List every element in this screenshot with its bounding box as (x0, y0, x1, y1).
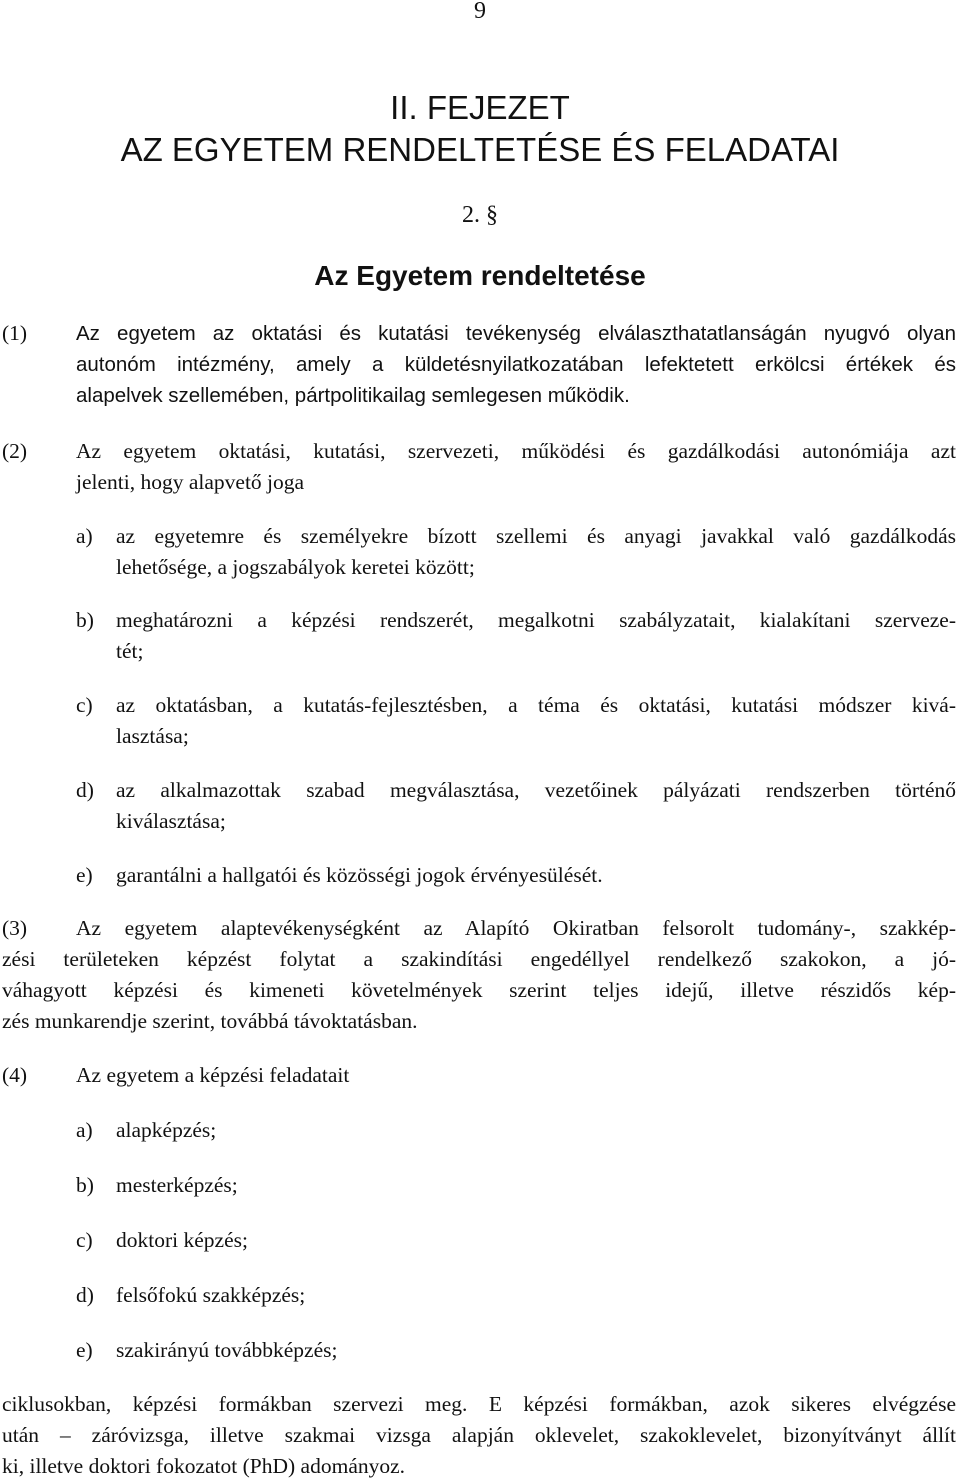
section-number: 2. § (462, 202, 498, 228)
list-item-line: az egyetemre és személyekre bízott szellemi és anyagi javakkal való gazdálkodás (116, 524, 956, 548)
paragraph-line: Az egyetem alaptevékenységként az Alapító Okiratban felsorolt tudomány-, szakkép- (76, 916, 956, 940)
list-item-line: mesterképzés; (116, 1173, 238, 1197)
paragraph-line: zés munkarendje szerint, továbbá távoktatásban. (2, 1009, 418, 1033)
list-item-letter: c) (76, 1228, 93, 1252)
list-item-letter: c) (76, 693, 93, 717)
list-item-line: alapképzés; (116, 1118, 217, 1142)
list-item-line: kiválasztása; (116, 809, 226, 833)
list-item-line: garantálni a hallgatói és közösségi jogok érvényesülését. (116, 863, 603, 887)
list-item-letter: a) (76, 524, 93, 548)
list-item-line: tét; (116, 639, 144, 663)
closing-line: ciklusokban, képzési formákban szervezi meg. E képzési formákban, azok sikeres elvégzése (2, 1392, 956, 1416)
paragraph-label: (1) (2, 321, 28, 345)
paragraph-line: Az egyetem oktatási, kutatási, szervezeti, működési és gazdálkodási autonómiája azt (76, 439, 956, 463)
paragraph-line: Az egyetem az oktatási és kutatási tevékenység elválaszthatatlanságán nyugvó olyan (76, 322, 956, 345)
paragraph-line: zési területeken képzést folytat a szakindítási engedéllyel rendelkező szakokon, a jó- (2, 947, 956, 971)
list-item-letter: b) (76, 608, 94, 632)
paragraph-line: autonóm intézmény, amely a küldetésnyilatkozatában lefektetett erkölcsi értékek és (76, 353, 956, 376)
list-item-line: szakirányú továbbképzés; (116, 1338, 338, 1362)
closing-line: ki, illetve doktori fokozatot (PhD) adományoz. (2, 1454, 406, 1478)
page-number: 9 (474, 0, 486, 24)
closing-line: után – záróvizsga, illetve szakmai vizsga alapján oklevelet, szakoklevelet, bizonyítványt állít (2, 1423, 956, 1447)
list-item-line: az oktatásban, a kutatás-fejlesztésben, a téma és oktatási, kutatási módszer kivá- (116, 693, 956, 717)
list-item-line: felsőfokú szakképzés; (116, 1283, 306, 1307)
chapter-title: AZ EGYETEM RENDELTETÉSE ÉS FELADATAI (120, 131, 840, 168)
list-item-letter: d) (76, 778, 94, 802)
paragraph-line: jelenti, hogy alapvető joga (76, 470, 305, 494)
paragraph-line: Az egyetem a képzési feladatait (76, 1063, 350, 1087)
list-item-letter: e) (76, 1338, 93, 1362)
chapter-number: II. FEJEZET (390, 89, 570, 126)
list-item-letter: b) (76, 1173, 94, 1197)
paragraph-label: (2) (2, 439, 28, 463)
section-title: Az Egyetem rendeltetése (314, 260, 646, 291)
list-item-line: meghatározni a képzési rendszerét, megalkotni szabályzatait, kialakítani szerveze- (116, 608, 956, 632)
paragraph-line: alapelvek szellemében, pártpolitikailag semlegesen működik. (76, 384, 630, 407)
paragraph-label: (4) (2, 1063, 28, 1087)
list-item-letter: a) (76, 1118, 93, 1142)
list-item-line: lasztása; (116, 724, 189, 748)
list-item-letter: d) (76, 1283, 94, 1307)
list-item-line: az alkalmazottak szabad megválasztása, vezetőinek pályázati rendszerben történő (116, 778, 956, 802)
paragraph-line: váhagyott képzési és kimeneti követelmények szerint teljes idejű, illetve részidős kép- (2, 978, 956, 1002)
list-item-line: lehetősége, a jogszabályok keretei között; (116, 555, 475, 579)
list-item-line: doktori képzés; (116, 1228, 248, 1252)
paragraph-label: (3) (2, 916, 28, 940)
list-item-letter: e) (76, 863, 93, 887)
